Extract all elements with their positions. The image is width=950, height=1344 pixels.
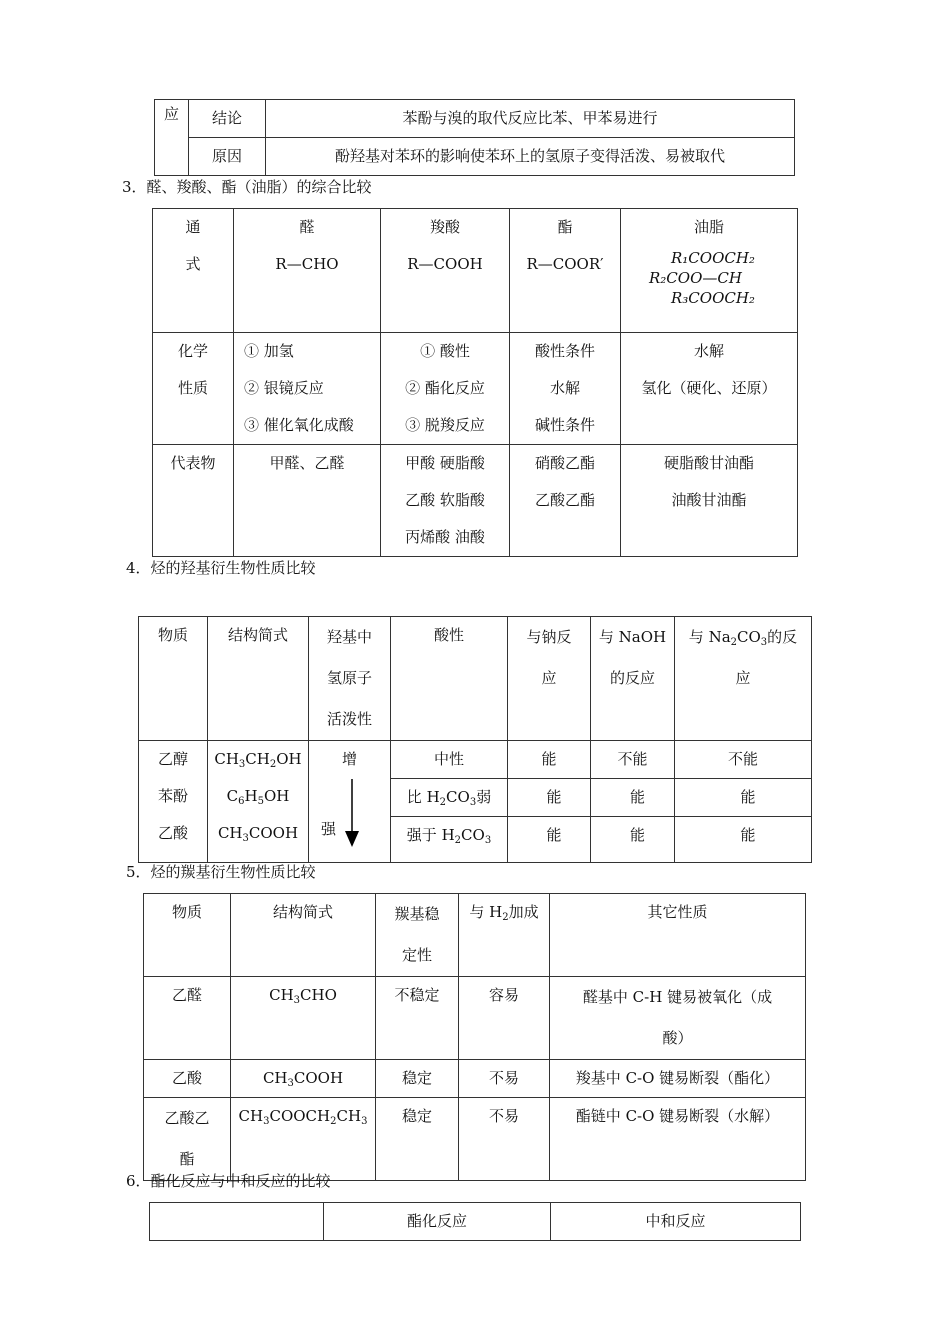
cell-ester-rep: 硝酸乙酯 乙酸乙酯 — [510, 445, 621, 557]
cell-r1-structure: $CH_3CHO$ — [231, 977, 376, 1060]
cell-r3-acidity: 强于 $H_2CO_3$ — [391, 817, 508, 863]
cell-r3-na: 能 — [508, 817, 591, 863]
cell-h-substance: 物质 — [139, 617, 208, 741]
cell-h5-stability: 羰基稳 定性 — [376, 894, 459, 977]
cell-r3-other: 酯链中 C-O 键易断裂（水解） — [550, 1098, 806, 1181]
cell-r2-structure: $CH_3COOH$ — [231, 1060, 376, 1098]
cell-ester: 酯 R—COOR′ — [510, 209, 621, 333]
cell-h5-other: 其它性质 — [550, 894, 806, 977]
cell-r1-name: 乙醛 — [144, 977, 231, 1060]
cell-ying: 应 — [155, 100, 189, 176]
cell-r1-acidity: 中性 — [391, 741, 508, 779]
cell-r2-h2: 不易 — [459, 1060, 550, 1098]
cell-substances: 乙醇 苯酚 乙酸 — [139, 741, 208, 863]
cell-h-na: 与钠反 应 — [508, 617, 591, 741]
cell-h-structure: 结构简式 — [208, 617, 309, 741]
cell-h-naoh: 与 NaOH 的反应 — [591, 617, 675, 741]
cell-h5-h2: 与 $H_2$加成 — [459, 894, 550, 977]
cell-h-na2co3: 与 $Na_2CO_3$的反 应 — [675, 617, 812, 741]
table-phenol-bromine — [154, 99, 795, 176]
table-hydroxyl-derivatives — [138, 616, 812, 863]
table-aldehyde-acid-ester — [152, 208, 798, 557]
cell-fat-rep: 硬脂酸甘油酯 油酸甘油酯 — [621, 445, 798, 557]
cell-h-oh-activity: 羟基中 氢原子 活泼性 — [309, 617, 391, 741]
cell-activity-trend: 增 强 — [309, 741, 391, 863]
cell-t6-esterification: 酯化反应 — [324, 1203, 551, 1241]
section-4-heading: 4．烃的羟基衍生物性质比较 — [126, 559, 316, 577]
cell-conclusion-text: 苯酚与溴的取代反应比苯、甲苯易进行 — [266, 100, 795, 138]
cell-r2-naoh: 能 — [591, 779, 675, 817]
cell-t6-blank — [150, 1203, 324, 1241]
cell-r2-acidity: 比 $H_2CO_3$弱 — [391, 779, 508, 817]
cell-r1-stability: 不稳定 — [376, 977, 459, 1060]
cell-representative-header: 代表物 — [153, 445, 234, 557]
cell-r3-na2co3: 能 — [675, 817, 812, 863]
cell-r3-name: 乙酸乙 酯 — [144, 1098, 231, 1181]
cell-h5-substance: 物质 — [144, 894, 231, 977]
cell-r1-other: 醛基中 C-H 键易被氧化（成 酸） — [550, 977, 806, 1060]
cell-conclusion-label: 结论 — [189, 100, 266, 138]
cell-acid-rep: 甲酸 硬脂酸 乙酸 软脂酸 丙烯酸 油酸 — [381, 445, 510, 557]
arrow-down-icon — [342, 777, 362, 849]
cell-r2-stability: 稳定 — [376, 1060, 459, 1098]
cell-r2-na: 能 — [508, 779, 591, 817]
cell-r1-na2co3: 不能 — [675, 741, 812, 779]
table-carbonyl-derivatives — [143, 893, 806, 1181]
cell-acid: 羧酸 R—COOH — [381, 209, 510, 333]
cell-h-acidity: 酸性 — [391, 617, 508, 741]
cell-aldehyde-rep: 甲醛、乙醛 — [234, 445, 381, 557]
cell-r1-naoh: 不能 — [591, 741, 675, 779]
cell-r3-structure: $CH_3COOCH_2CH_3$ — [231, 1098, 376, 1181]
cell-aldehyde-props: ① 加氢 ② 银镜反应 ③ 催化氧化成酸 — [234, 333, 381, 445]
cell-r2-name: 乙酸 — [144, 1060, 231, 1098]
fat-structure: R₁COOCH₂ R₂COO—CH R₃COOCH₂ — [649, 249, 755, 307]
cell-r3-naoh: 能 — [591, 817, 675, 863]
cell-r2-other: 羧基中 C-O 键易断裂（酯化） — [550, 1060, 806, 1098]
cell-t6-neutralization: 中和反应 — [551, 1203, 801, 1241]
cell-fat: 油脂 R₁COOCH₂ R₂COO—CH R₃COOCH₂ — [621, 209, 798, 333]
cell-r3-h2: 不易 — [459, 1098, 550, 1181]
cell-ester-props: 酸性条件 水解 碱性条件 — [510, 333, 621, 445]
cell-general-formula-header: 通 式 — [153, 209, 234, 333]
cell-chem-prop-header: 化学 性质 — [153, 333, 234, 445]
section-3-heading: 3．醛、羧酸、酯（油脂）的综合比较 — [122, 178, 372, 196]
cell-r3-stability: 稳定 — [376, 1098, 459, 1181]
cell-r2-na2co3: 能 — [675, 779, 812, 817]
cell-aldehyde: 醛 R—CHO — [234, 209, 381, 333]
cell-reason-text: 酚羟基对苯环的影响使苯环上的氢原子变得活泼、易被取代 — [266, 138, 795, 176]
cell-reason-label: 原因 — [189, 138, 266, 176]
section-6-heading: 6．酯化反应与中和反应的比较 — [126, 1172, 331, 1190]
cell-acid-props: ① 酸性 ② 酯化反应 ③ 脱羧反应 — [381, 333, 510, 445]
cell-h5-structure: 结构简式 — [231, 894, 376, 977]
cell-r1-h2: 容易 — [459, 977, 550, 1060]
section-5-heading: 5．烃的羰基衍生物性质比较 — [126, 863, 316, 881]
cell-structures: $CH_3CH_2OH$ $C_6H_5OH$ $CH_3COOH$ — [208, 741, 309, 863]
cell-fat-props: 水解 氢化（硬化、还原） — [621, 333, 798, 445]
cell-r1-na: 能 — [508, 741, 591, 779]
table-esterification-neutralization — [149, 1202, 801, 1241]
